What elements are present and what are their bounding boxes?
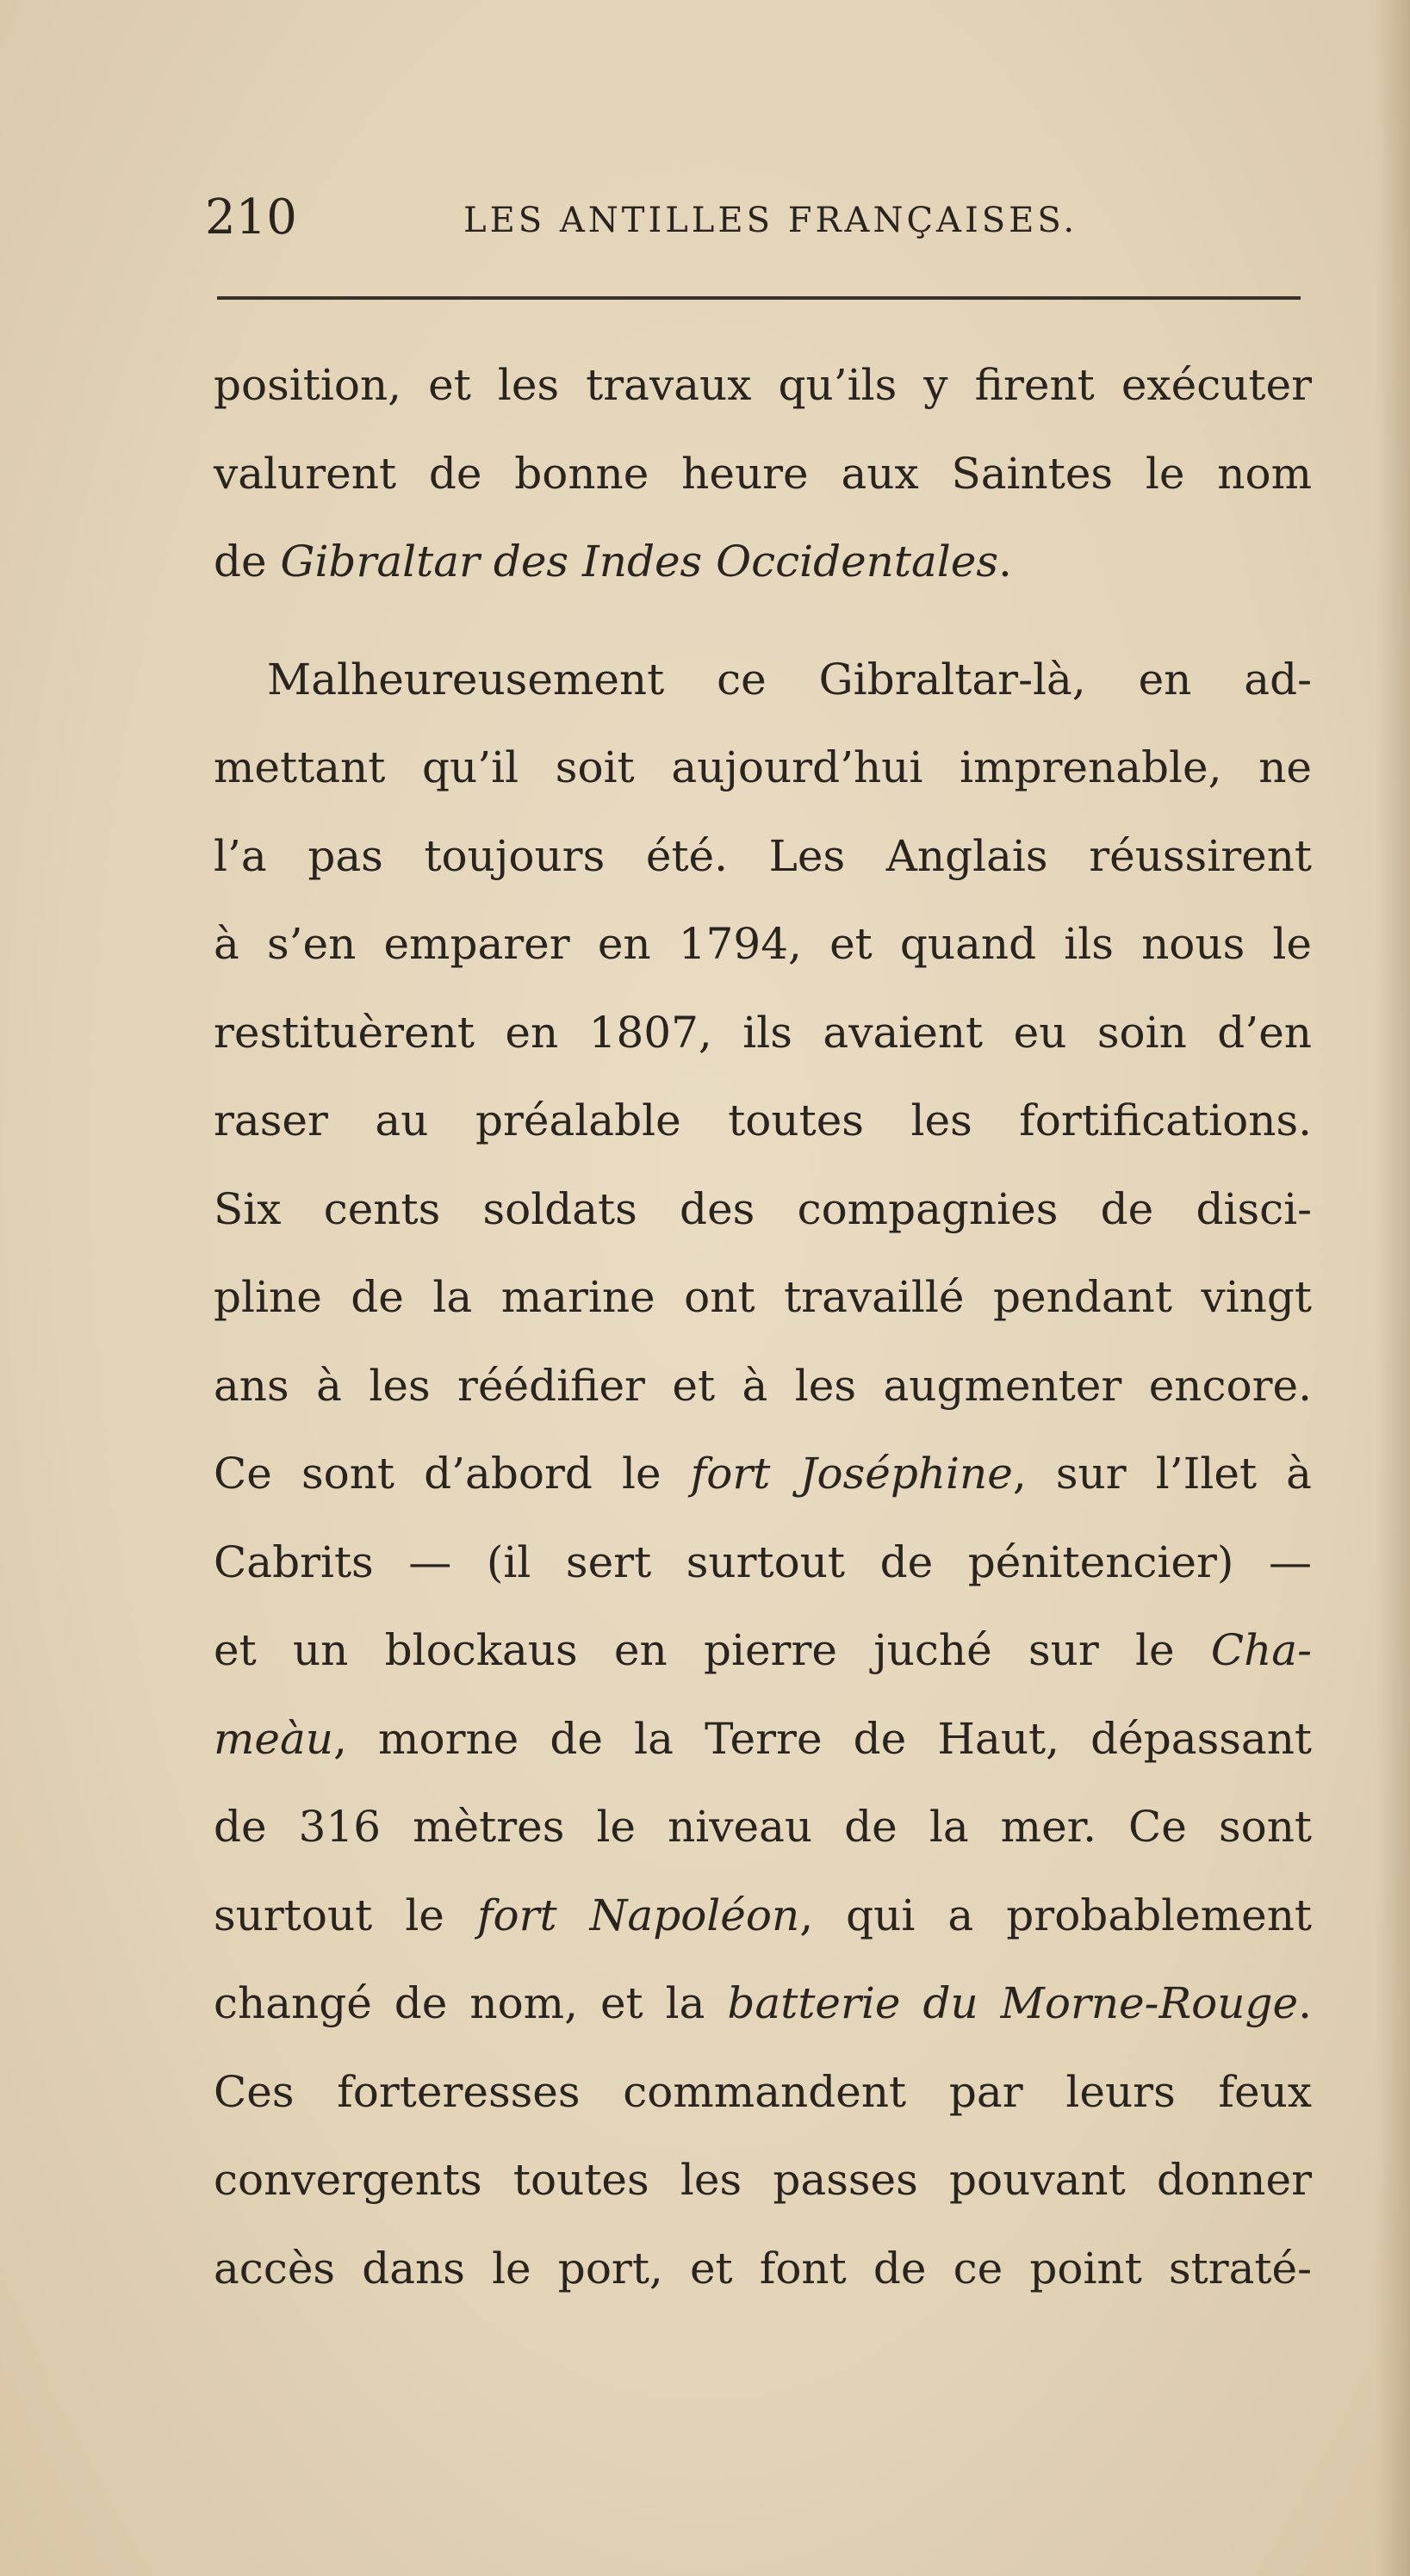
italic-text: fort Joséphine: [690, 1449, 1013, 1499]
text-segment: surtout le: [214, 1890, 477, 1940]
italic-text: meàu: [214, 1713, 334, 1764]
text-segment: ans à les réédifier et à les augmenter encore.: [214, 1360, 1312, 1411]
text-line: [214, 1165, 1312, 1254]
paragraph-gap: [214, 606, 1312, 636]
text-segment: mettant qu’il soit aujourd’hui imprenable, ne: [214, 742, 1312, 792]
text-line: [214, 1253, 1312, 1342]
text-line: [214, 2136, 1312, 2225]
text-segment: , qui a probablement: [799, 1890, 1313, 1940]
text-segment: valurent de bonne heure aux Saintes le nom: [214, 448, 1312, 499]
text-line: [214, 1430, 1312, 1518]
text-segment: .: [1298, 1978, 1312, 2028]
text-line: [214, 812, 1312, 901]
text-segment: .: [998, 537, 1012, 587]
text-segment: Malheureusement ce Gibraltar-là, en ad-: [267, 654, 1312, 705]
text-segment: Ce sont d’abord le: [214, 1449, 691, 1499]
text-segment: restituèrent en 1807, ils avaient eu soin d’en: [214, 1007, 1312, 1058]
italic-text: Gibraltar des Indes Occidentales: [280, 537, 999, 587]
text-segment: Ces forteresses commandent par leurs feux: [214, 2066, 1312, 2117]
text-line: [214, 341, 1312, 430]
text-segment: , morne de la Terre de Haut, dépassant: [333, 1713, 1312, 1764]
italic-text: Cha-: [1210, 1625, 1312, 1675]
text-line: [214, 1077, 1312, 1165]
page-header: [205, 188, 1308, 248]
text-segment: convergents toutes les passes pouvant donner: [214, 2155, 1312, 2205]
running-title: LES ANTILLES FRANÇAISES.: [463, 201, 1078, 240]
text-segment: de: [214, 537, 281, 587]
text-segment: pline de la marine ont travaillé pendant vingt: [214, 1272, 1312, 1322]
text-segment: Six cents soldats des compagnies de disci-: [214, 1183, 1312, 1234]
text-line: [214, 723, 1312, 812]
text-line: [214, 1783, 1312, 1871]
text-line: [214, 430, 1312, 518]
page-edge-shadow: [1376, 0, 1410, 2576]
text-line: [214, 1606, 1312, 1695]
text-line: [214, 1695, 1312, 1784]
text-segment: l’a pas toujours été. Les Anglais réussirent: [214, 830, 1312, 881]
text-segment: de 316 mètres le niveau de la mer. Ce sont: [214, 1802, 1312, 1852]
header-rule: [217, 296, 1301, 300]
text-line: [214, 518, 1312, 606]
text-segment: et un blockaus en pierre juché sur le: [214, 1625, 1211, 1675]
italic-text: fort Napoléon: [476, 1890, 800, 1940]
text-line: [214, 2048, 1312, 2137]
body-text: [214, 341, 1312, 2312]
text-line: [214, 1518, 1312, 1607]
text-line: [214, 989, 1312, 1077]
text-segment: accès dans le port, et font de ce point straté-: [214, 2243, 1312, 2294]
text-segment: , sur l’Ilet à: [1012, 1449, 1312, 1499]
text-line: [214, 1342, 1312, 1431]
text-segment: Cabrits — (il sert surtout de pénitencier) —: [214, 1536, 1312, 1587]
text-segment: raser au préalable toutes les fortifications.: [214, 1096, 1312, 1145]
text-line: [214, 1871, 1312, 1960]
page-number: 210: [205, 189, 297, 245]
italic-text: batterie du Morne-Rouge: [727, 1978, 1299, 2028]
text-line: [214, 900, 1312, 989]
text-segment: position, et les travaux qu’ils y firent exécuter: [214, 360, 1312, 410]
text-line: [214, 2225, 1312, 2313]
text-segment: à s’en emparer en 1794, et quand ils nous le: [214, 919, 1312, 969]
text-line: [214, 636, 1312, 724]
text-segment: changé de nom, et la: [214, 1978, 728, 2028]
text-line: [214, 1959, 1312, 2048]
